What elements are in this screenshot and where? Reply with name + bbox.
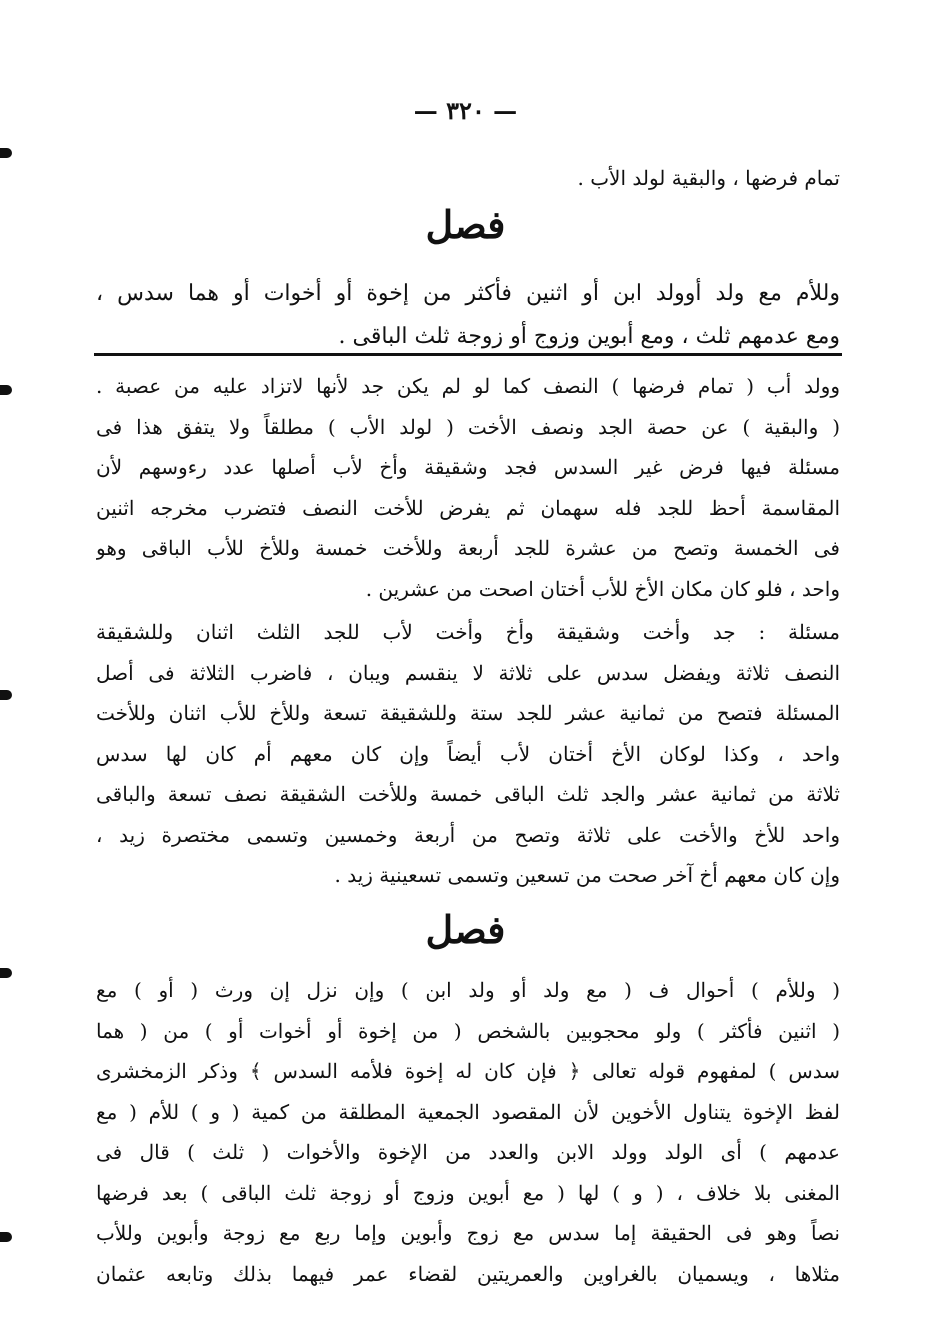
section-heading: فصل (425, 907, 506, 952)
commentary-paragraph (96, 970, 840, 1294)
text-line: ( اثنين فأكثر ) ولو محجوبين بالشخص ( من إخوة أو أخوات أو ) من ( هما (96, 1018, 840, 1043)
text-line: مثلاها ، ويسميان بالغراوين والعمريتين لقضاء عمر فيهما بذلك وتابعه عثمان (96, 1261, 840, 1286)
binding-mark (0, 690, 12, 700)
text-line: النصف ثلاثة ويفضل سدس على ثلاثة لا ينقسم ويبان ، فاضرب الثلاثة فى أصل (96, 660, 840, 685)
top-line (96, 158, 840, 199)
text-line: سدس ) لمفهوم قوله تعالى ﴿ فإن كان له إخوة فلأمه السدس ﴾ وذكر الزمخشرى (96, 1059, 840, 1083)
section-heading: فصل (425, 202, 506, 247)
text-line: وللأم مع ولد أوولد ابن أو اثنين فأكثر من إخوة أو أخوات أو هما سدس ، (96, 281, 840, 306)
text-line: وولد أب ( تمام فرضها ) النصف كما لو لم يكن جد لأنها لاتزاد عليه من عصبة . (96, 374, 840, 398)
separator-rule (94, 353, 842, 356)
text-line: ( وللأم ) أحوال ف ( مع ولد أو ولد ابن ) وإن نزل إن ورث ( أو ) مع (96, 978, 840, 1002)
text-line: عدمهم ) أى الولد وولد الابن والعدد من الإخوة والأخوات ( ثلث ) قال فى (96, 1140, 840, 1164)
binding-mark (0, 968, 12, 978)
binding-mark (0, 385, 12, 395)
text-line: فى الخمسة وتصح من عشرة للجد أربعة وللأخت خمسة وللأخ للأب الباقى وهو (96, 536, 840, 560)
text-line: لفظ الإخوة يتناول الأخوين لأن المقصود الجمعية المطلقة من كمية ( و ) للأم ( مع (96, 1099, 840, 1124)
text-line: مسئلة فيها فرض غير السدس فجد وشقيقة وأخ لأب أصلها عدد رءوسهم لأن (96, 455, 840, 479)
text-line: واحد ، فلو كان مكان الأخ للأب أختان اصحت من عشرين . (365, 576, 840, 601)
text-line: المقاسمة أحظ للجد فله سهمان ثم يفرض للأخت النصف فتضرب مخرجه اثنين (96, 495, 840, 520)
text-line: واحد للأخ والأخت على ثلاثة وتصح من أربعة وخمسين وتسمى مختصرة زيد ، (96, 822, 840, 847)
commentary-paragraph (96, 366, 840, 609)
text-line: نصاً وهو فى الحقيقة إما سدس مع زوج وأبوين وإما ربع مع زوجة وأبوين وللأب (96, 1221, 840, 1245)
text-line: وإن كان معهم أخ آخر صحت من تسعين وتسمى تسعينية زيد . (334, 863, 840, 887)
page-number: — ٣٢٠ — (413, 96, 518, 125)
text-line: واحد ، وكذا لوكان الأخ أختان لأب أيضاً وإن كان معهم أم كان لها سدس (96, 741, 840, 766)
text-line: المسئلة فتصح من ثمانية عشر للجد ستة وللشقيقة تسعة وللأخ للأب اثنان وللأخت (96, 701, 840, 725)
text-line: تمام فرضها ، والبقية لولد الأب . (577, 166, 840, 190)
commentary-paragraph (96, 612, 840, 896)
text-line: ثلاثة من ثمانية عشر والجد ثلث الباقى خمسة وللأخت الشقيقة نصف تسعة والباقى (96, 782, 840, 806)
text-line: ( والبقية ) عن حصة الجد ونصف الأخت ( لولد الأب ) مطلقاً ولا يتفق هذا فى (96, 414, 840, 439)
text-line: ومع عدمهم ثلث ، ومع أبوين وزوج أو زوجة ثلث الباقى . (338, 324, 840, 349)
binding-mark (0, 1232, 12, 1242)
matn-text (96, 272, 840, 358)
binding-mark (0, 148, 12, 158)
text-line: المغنى بلا خلاف ، ( و ) لها ( مع أبوين وزوج أو زوجة ثلث الباقى ) بعد فرضها (96, 1180, 840, 1205)
text-line: مسئلة : جد وأخت وشقيقة وأخ وأخت لأب للجد الثلث اثنان وللشقيقة (96, 620, 840, 644)
